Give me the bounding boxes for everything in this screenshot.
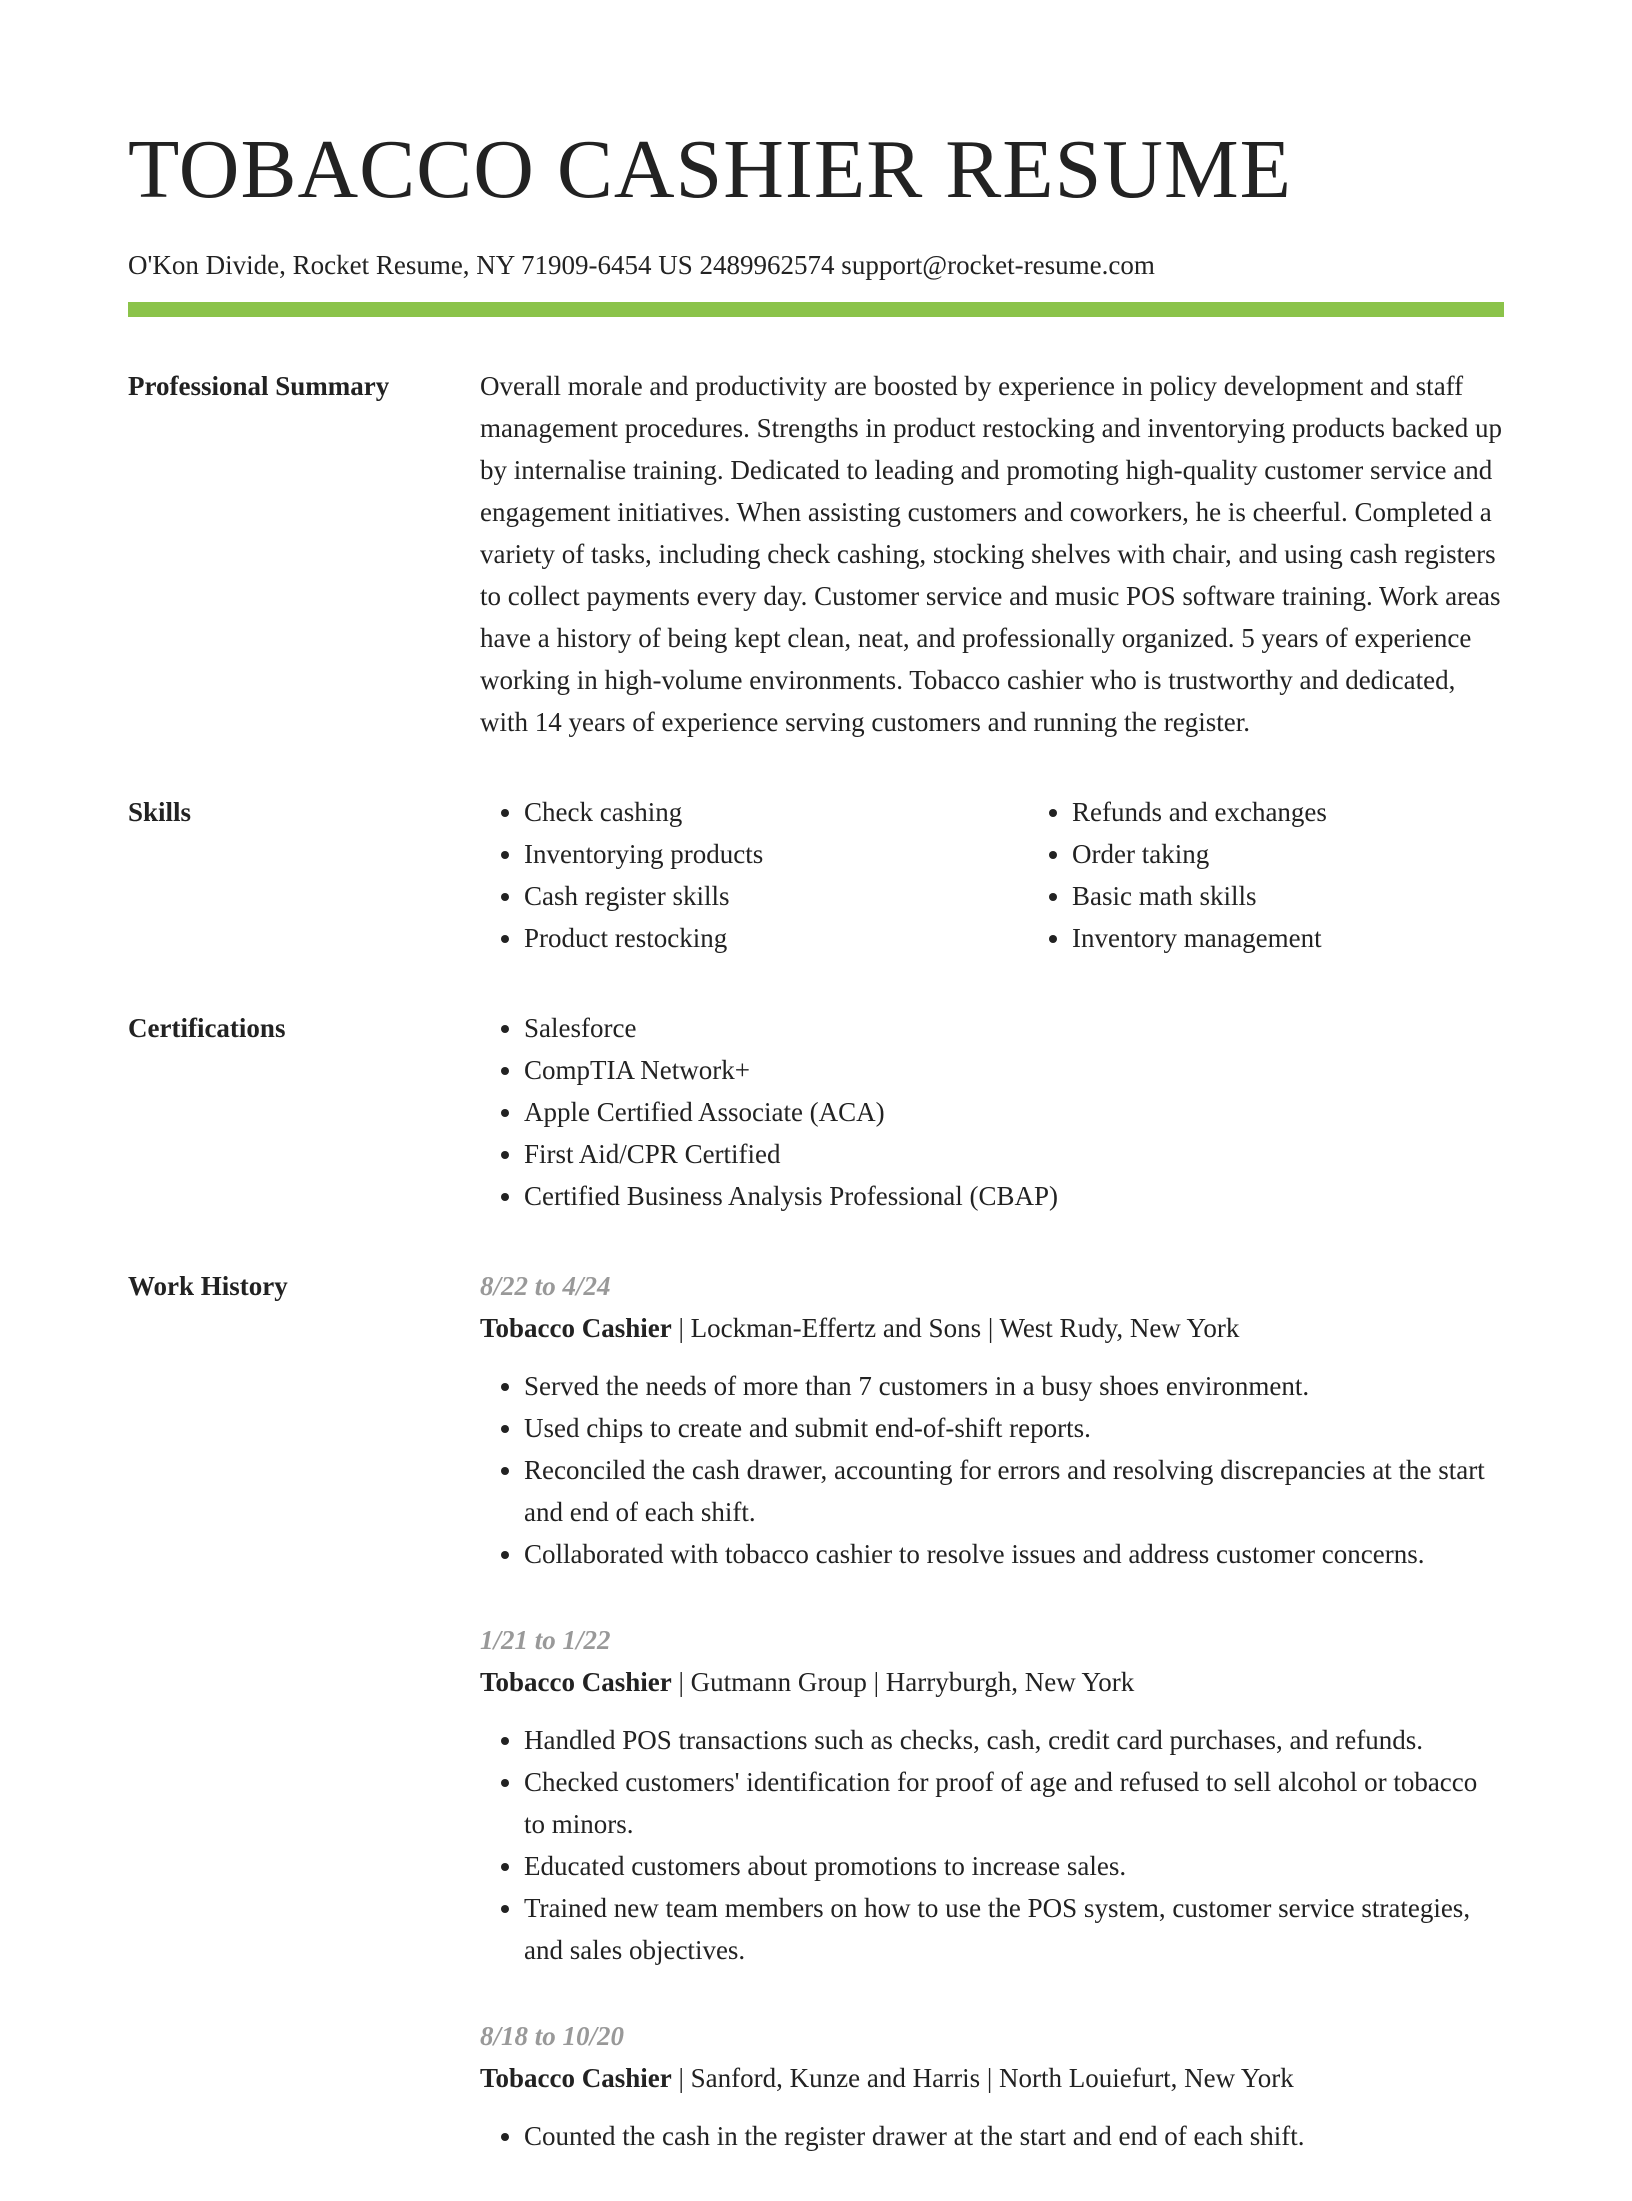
job-bullets — [480, 1365, 1504, 1575]
job-entry — [480, 2015, 1504, 2157]
skills-label: Skills — [128, 797, 192, 827]
job-dates: 8/22 to 4/24 — [480, 1271, 611, 1301]
job-bullet: • Collaborated with tobacco cashier to resolve issues and address customer concerns. — [524, 1533, 1504, 1575]
skill-item: • Inventory management — [1072, 917, 1576, 959]
work-history-label: Work History — [128, 1271, 288, 1301]
job-heading — [480, 1661, 1504, 1703]
skill-item: • Order taking — [1072, 833, 1576, 875]
certification-item: • Apple Certified Associate (ACA) — [524, 1091, 1504, 1133]
job-heading — [480, 1307, 1504, 1349]
work-history-section — [128, 1265, 1504, 2201]
job-dates: 1/21 to 1/22 — [480, 1625, 611, 1655]
job-employer: | Lockman-Effertz and Sons | West Rudy, New York — [671, 1313, 1240, 1343]
job-dates: 8/18 to 10/20 — [480, 2021, 625, 2051]
job-title: Tobacco Cashier — [480, 2063, 672, 2093]
job-employer: | Gutmann Group | Harryburgh, New York — [671, 1667, 1135, 1697]
job-entry — [480, 1265, 1504, 1575]
header-divider — [128, 302, 1504, 317]
skill-item: • Cash register skills — [524, 875, 1028, 917]
job-bullet: • Reconciled the cash drawer, accounting for errors and resolving discrepancies at the start and end of each shift. — [524, 1449, 1504, 1533]
skill-item: • Check cashing — [524, 791, 1028, 833]
job-title: Tobacco Cashier — [480, 1667, 672, 1697]
skills-section — [128, 791, 1504, 959]
certification-item: • CompTIA Network+ — [524, 1049, 1504, 1091]
certifications-list — [480, 1007, 1504, 1217]
job-bullet: • Checked customers' identification for proof of age and refused to sell alcohol or tobacco to minors. — [524, 1761, 1504, 1845]
job-bullets — [480, 1719, 1504, 1971]
certification-item: • Certified Business Analysis Professional (CBAP) — [524, 1175, 1504, 1217]
job-bullet: • Served the needs of more than 7 customers in a busy shoes environment. — [524, 1365, 1504, 1407]
job-bullets — [480, 2115, 1504, 2157]
certification-item: • Salesforce — [524, 1007, 1504, 1049]
certifications-section — [128, 1007, 1504, 1217]
job-bullet: • Educated customers about promotions to increase sales. — [524, 1845, 1504, 1887]
resume-page — [128, 0, 1504, 2201]
skill-item: • Product restocking — [524, 917, 1028, 959]
job-employer: | Sanford, Kunze and Harris | North Louiefurt, New York — [671, 2063, 1294, 2093]
skill-item: • Inventorying products — [524, 833, 1028, 875]
skill-item: • Basic math skills — [1072, 875, 1576, 917]
job-heading — [480, 2057, 1504, 2099]
certifications-label: Certifications — [128, 1013, 286, 1043]
skills-list-left — [480, 791, 1028, 959]
job-bullet: • Used chips to create and submit end-of-shift reports. — [524, 1407, 1504, 1449]
job-bullet: • Counted the cash in the register drawer at the start and end of each shift. — [524, 2115, 1504, 2157]
job-bullet: • Trained new team members on how to use the POS system, customer service strategies, and sales objectives. — [524, 1887, 1504, 1971]
job-bullet: • Handled POS transactions such as checks, cash, credit card purchases, and refunds. — [524, 1719, 1504, 1761]
summary-label: Professional Summary — [128, 371, 390, 401]
skill-item: • Refunds and exchanges — [1072, 791, 1576, 833]
resume-title: TOBACCO CASHIER RESUME — [128, 123, 1292, 216]
summary-section — [128, 365, 1504, 743]
summary-text: Overall morale and productivity are boosted by experience in policy development and staff management procedures. Strengths in product restocking and inventorying products backed up by internalise training. Dedicated to leading and promoting high-quality customer service and engagement initiatives. When assisting customers and coworkers, he is cheerful. Completed a variety of tasks, including check cashing, stocking shelves with chair, and using cash registers to collect payments every day. Customer service and music POS software training. Work areas have a history of being kept clean, neat, and professionally organized. 5 years of experience working in high-volume environments. Tobacco cashier who is trustworthy and dedicated, with 14 years of experience serving customers and running the register. — [480, 371, 1502, 737]
contact-line: O'Kon Divide, Rocket Resume, NY 71909-6454 US 2489962574 support@rocket-resume.com — [128, 250, 1155, 280]
job-title: Tobacco Cashier — [480, 1313, 672, 1343]
certification-item: • First Aid/CPR Certified — [524, 1133, 1504, 1175]
skills-list-right — [1028, 791, 1576, 959]
job-entry — [480, 1619, 1504, 1971]
